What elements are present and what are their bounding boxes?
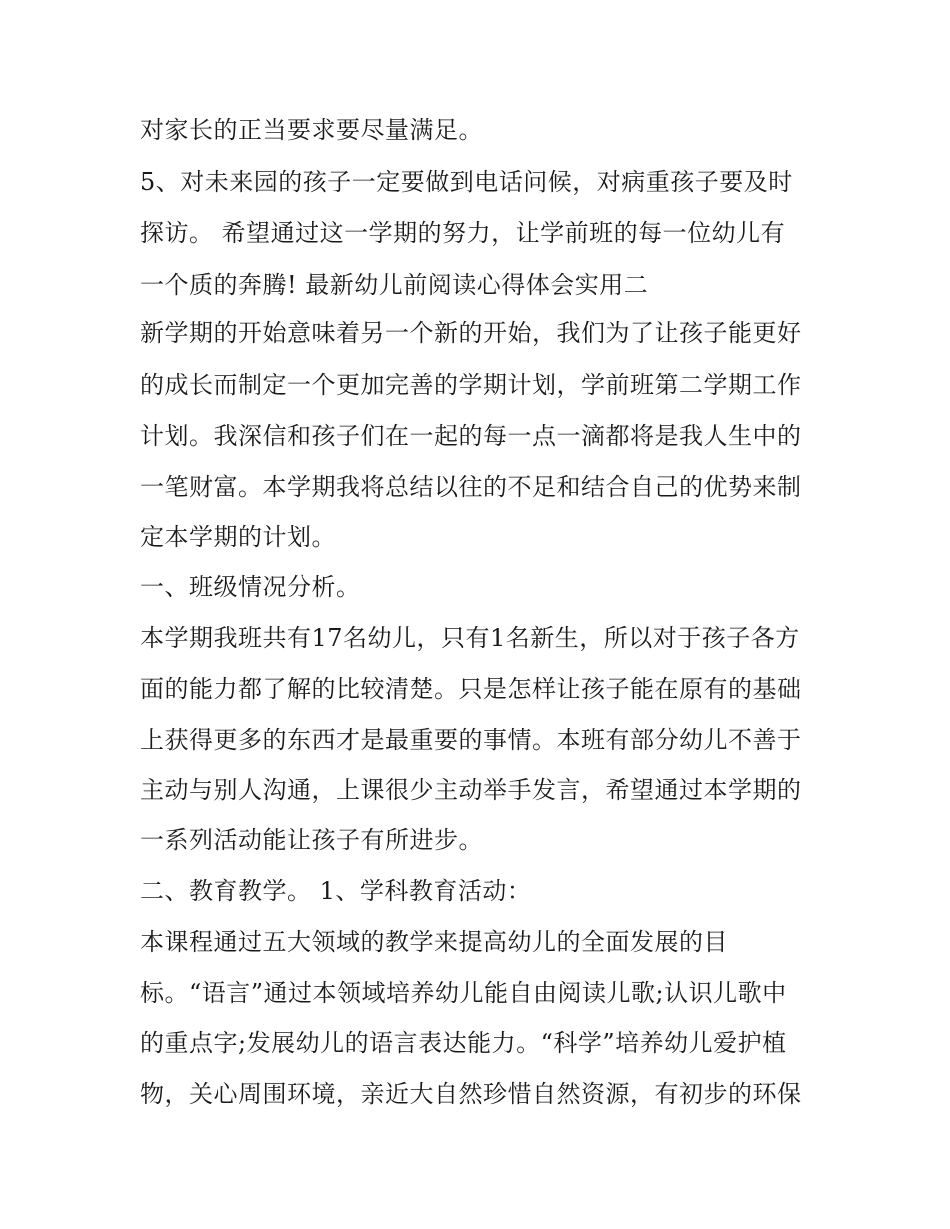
section-heading: 一、班级情况分析。 — [140, 573, 361, 601]
text-line: 定本学期的计划。 — [140, 523, 336, 551]
text-line: 的成长而制定一个更加完善的学期计划，学前班第二学期工作 — [140, 371, 802, 399]
text-line: 物，关心周围环境，亲近大自然珍惜自然资源，有初步的环保 — [140, 1080, 802, 1108]
text-line: 的重点字;发展幼儿的语言表达能力。“科学”培养幼儿爱护植 — [140, 1029, 787, 1057]
section-heading: 二、教育教学。 1、学科教育活动： — [140, 877, 532, 905]
text-line: 探访。 希望通过这一学期的努力，让学前班的每一位幼儿有 — [140, 219, 786, 247]
text-line: 一个质的奔腾! 最新幼儿前阅读心得体会实用二 — [140, 271, 649, 299]
text-line: 5、对未来园的孩子一定要做到电话问候，对病重孩子要及时 — [140, 168, 793, 196]
text-line: 面的能力都了解的比较清楚。只是怎样让孩子能在原有的基础 — [140, 675, 802, 703]
text-line: 对家长的正当要求要尽量满足。 — [140, 116, 483, 144]
text-line: 一笔财富。本学期我将总结以往的不足和结合自己的优势来制 — [140, 473, 802, 501]
text-line: 标。“语言”通过本领域培养幼儿能自由阅读儿歌;认识儿歌中 — [140, 979, 787, 1007]
text-line: 本学期我班共有17名幼儿，只有1名新生，所以对于孩子各方 — [140, 624, 800, 652]
text-line: 一系列活动能让孩子有所进步。 — [140, 826, 483, 854]
text-line: 计划。我深信和孩子们在一起的每一点一滴都将是我人生中的 — [140, 422, 802, 450]
text-line: 新学期的开始意味着另一个新的开始，我们为了让孩子能更好 — [140, 319, 802, 347]
text-line: 本课程通过五大领域的教学来提高幼儿的全面发展的目 — [140, 928, 728, 956]
text-line: 主动与别人沟通，上课很少主动举手发言，希望通过本学期的 — [140, 776, 802, 804]
text-line: 上获得更多的东西才是最重要的事情。本班有部分幼儿不善于 — [140, 726, 802, 754]
